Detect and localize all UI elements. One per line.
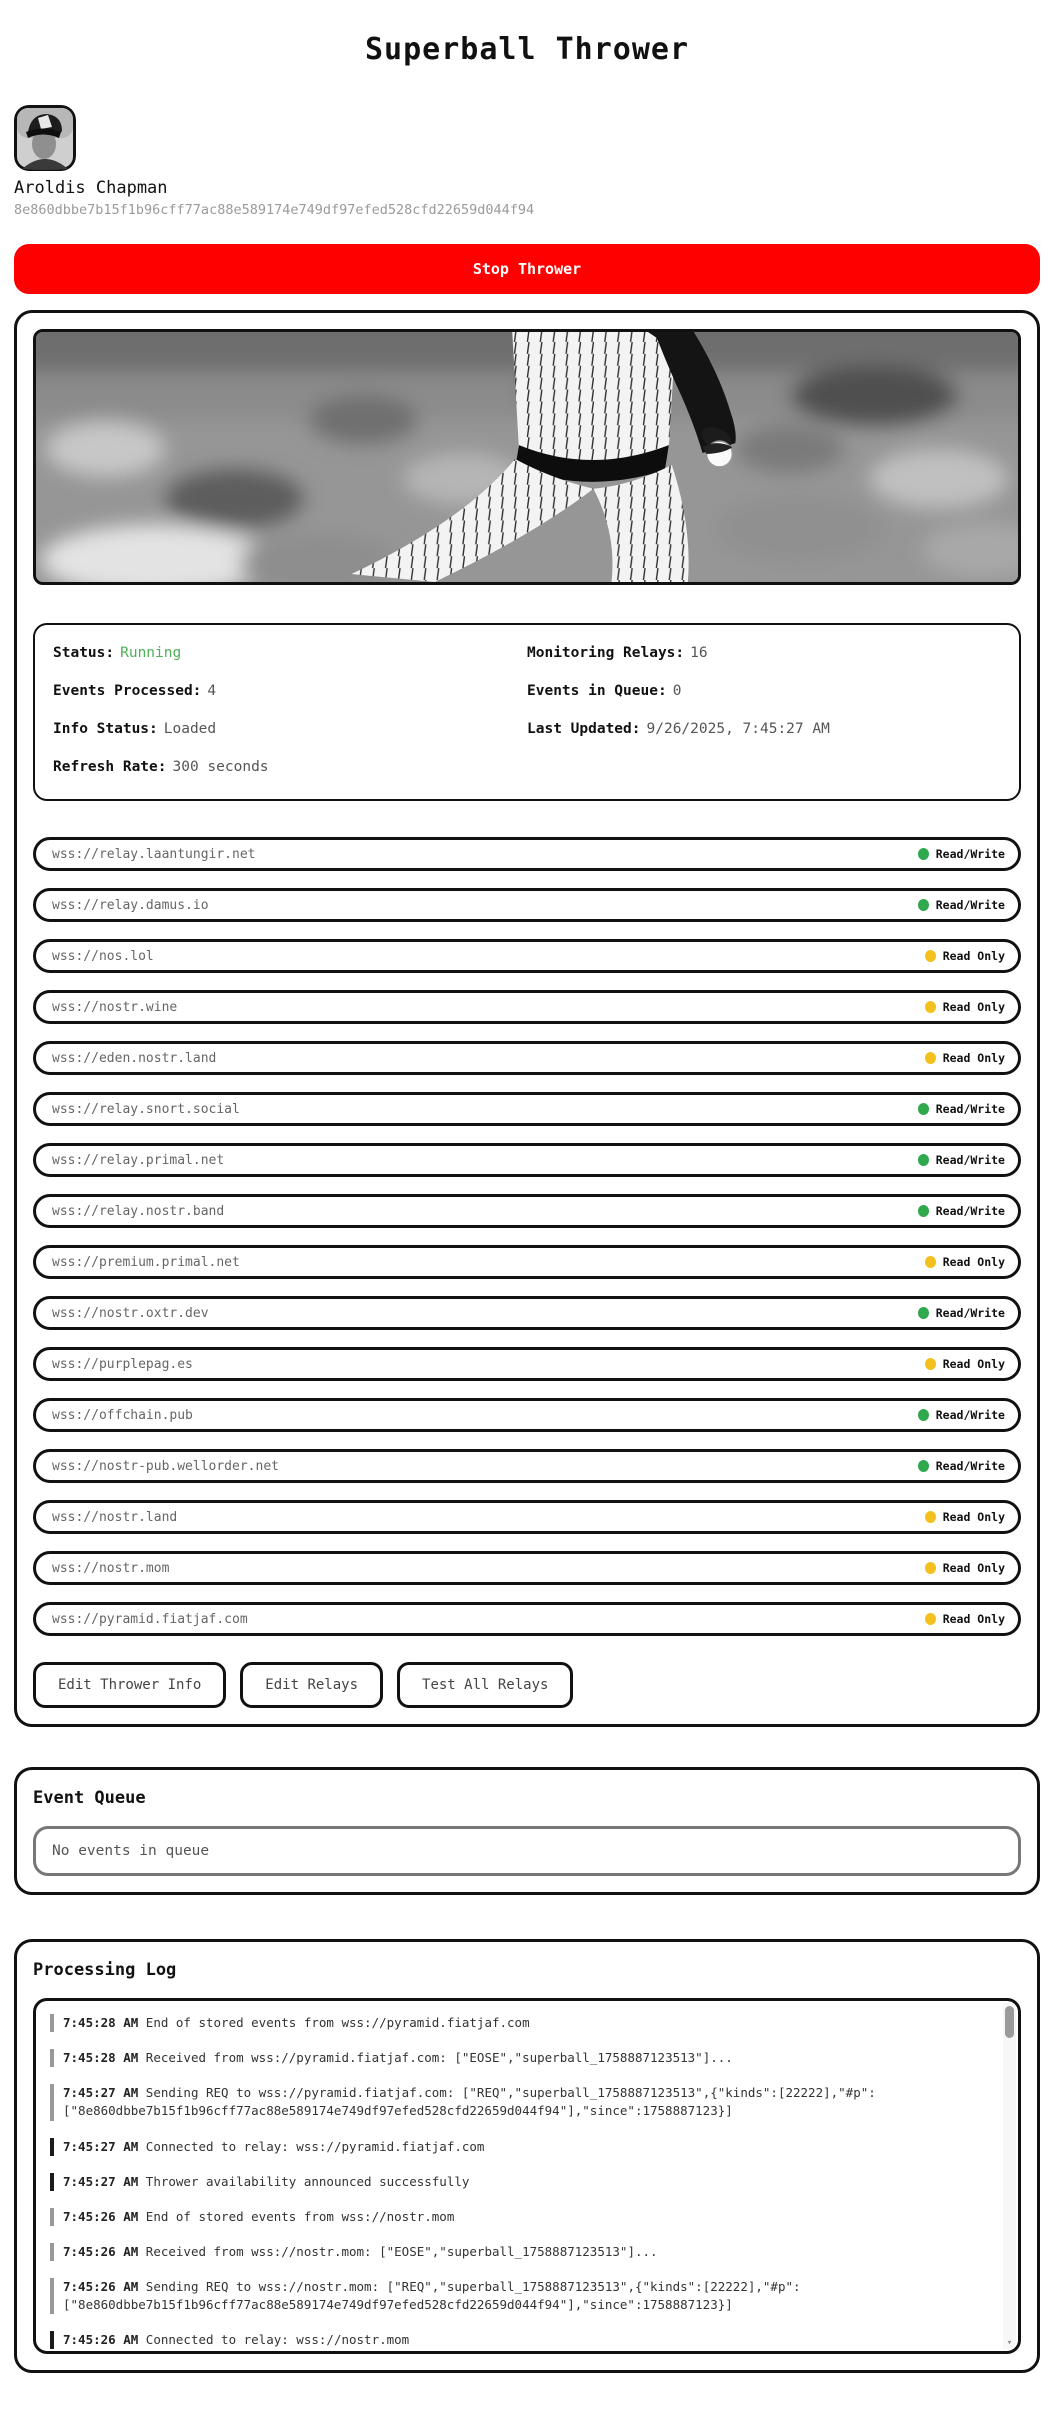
log-entry (50, 2278, 988, 2314)
relay-url: wss://relay.nostr.band (52, 1203, 225, 1219)
page-title: Superball Thrower (364, 32, 690, 67)
relay-url: wss://nostr-pub.wellorder.net (52, 1458, 279, 1474)
relay-access-badge: Read/Write (918, 1459, 1005, 1473)
relay-access-badge: Read Only (925, 1510, 1005, 1524)
status-events-in-queue: Events in Queue: 0 (527, 683, 682, 699)
relay-url: wss://eden.nostr.land (52, 1050, 217, 1066)
log-timestamp: 7:45:26 AM (63, 2332, 139, 2348)
relay-access-badge: Read/Write (918, 1204, 1005, 1218)
thrower-photo (33, 329, 1021, 585)
refresh-rate-value: 300 seconds (172, 759, 269, 775)
relay-access-badge: Read/Write (918, 1153, 1005, 1167)
status-monitoring-relays: Monitoring Relays: 16 (527, 645, 708, 661)
relay-item (33, 1194, 1021, 1228)
last-updated-value: 9/26/2025, 7:45:27 AM (646, 721, 830, 737)
relay-access-badge: Read Only (925, 1357, 1005, 1371)
scroll-down-arrow-icon[interactable]: ▾ (1006, 2338, 1013, 2348)
log-entry (50, 2014, 988, 2032)
relay-item (33, 888, 1021, 922)
relay-access-badge: Read/Write (918, 1408, 1005, 1422)
profile-pubkey: 8e860dbbe7b15f1b96cff77ac88e589174e749df97efed528cfd22659d044f94 (14, 202, 535, 218)
relay-access-badge: Read Only (925, 1561, 1005, 1575)
relay-item (33, 1143, 1021, 1177)
log-message: Thrower availability announced successfully (145, 2173, 470, 2189)
relay-actions (33, 1662, 1021, 1708)
processing-log-title: Processing Log (33, 1960, 177, 1980)
relay-list (33, 837, 1021, 1636)
relay-url: wss://nostr.land (52, 1509, 178, 1525)
log-entry (50, 2243, 988, 2261)
read-only-dot-icon (925, 1256, 936, 1268)
relay-item (33, 939, 1021, 973)
profile-block (14, 105, 1040, 218)
thrower-panel (14, 310, 1040, 1727)
processing-log-section (14, 1939, 1040, 2373)
status-events-processed: Events Processed: 4 (53, 683, 217, 699)
relay-item (33, 837, 1021, 871)
info-status-value: Loaded (163, 721, 217, 737)
log-entry (50, 2138, 988, 2156)
relay-item (33, 1041, 1021, 1075)
events-processed-value: 4 (207, 683, 217, 699)
stop-thrower-button[interactable]: Stop Thrower (14, 244, 1040, 294)
status-running: Status: Running (53, 645, 182, 661)
log-message: End of stored events from wss://pyramid.fiatjaf.com (145, 2015, 530, 2030)
log-entry (50, 2208, 988, 2226)
relay-url: wss://nostr.mom (52, 1560, 170, 1576)
event-queue-section (14, 1767, 1040, 1895)
read-only-dot-icon (925, 1613, 936, 1625)
relay-url: wss://relay.damus.io (52, 897, 209, 913)
relay-item (33, 1449, 1021, 1483)
log-message: Received from wss://pyramid.fiatjaf.com: ["EOSE","superball_1758887123513"]... (145, 2050, 733, 2066)
log-timestamp: 7:45:27 AM (63, 2173, 139, 2189)
relay-url: wss://purplepag.es (52, 1356, 193, 1372)
profile-avatar (14, 105, 76, 171)
log-timestamp: 7:45:27 AM (63, 2138, 139, 2154)
profile-name: Aroldis Chapman (14, 178, 168, 198)
read-write-dot-icon (918, 1103, 929, 1115)
log-scroll-region[interactable] (33, 1998, 1021, 2354)
relay-url: wss://pyramid.fiatjaf.com (52, 1611, 248, 1627)
relay-item (33, 1296, 1021, 1330)
log-timestamp: 7:45:26 AM (63, 2243, 139, 2259)
log-timestamp: 7:45:28 AM (63, 2015, 139, 2030)
avatar-portrait-icon (14, 105, 76, 171)
status-refresh-rate: Refresh Rate: 300 seconds (53, 759, 269, 775)
relay-access-badge: Read/Write (918, 1102, 1005, 1116)
read-write-dot-icon (918, 1205, 929, 1217)
read-write-dot-icon (918, 1409, 929, 1421)
relay-url: wss://relay.laantungir.net (52, 846, 256, 862)
status-value: Running (120, 645, 182, 661)
relay-access-badge: Read/Write (918, 847, 1005, 861)
read-only-dot-icon (925, 950, 936, 962)
log-entry (50, 2173, 988, 2191)
relay-url: wss://offchain.pub (52, 1407, 193, 1423)
read-write-dot-icon (918, 1154, 929, 1166)
relay-item (33, 1092, 1021, 1126)
relay-item (33, 1551, 1021, 1585)
relay-item (33, 1245, 1021, 1279)
status-last-updated: Last Updated: 9/26/2025, 7:45:27 AM (527, 721, 830, 737)
scrollbar-thumb[interactable] (1005, 2006, 1014, 2038)
pitcher-image-icon (36, 332, 1018, 582)
log-entry (50, 2331, 988, 2349)
relay-item (33, 1602, 1021, 1636)
log-message: Connected to relay: wss://nostr.mom (145, 2332, 410, 2348)
relay-item (33, 1500, 1021, 1534)
log-scrollbar[interactable] (1003, 2003, 1016, 2349)
event-queue-title: Event Queue (33, 1788, 146, 1808)
relay-url: wss://nostr.oxtr.dev (52, 1305, 209, 1321)
relay-access-badge: Read Only (925, 1051, 1005, 1065)
relay-item (33, 990, 1021, 1024)
log-message: Sending REQ to wss://pyramid.fiatjaf.com: ["REQ","superball_1758887123513",{"kinds":[22222],"#p":["8e860dbbe7b15f1b96cff77ac88e589174e749df97efed528cfd22659d044f94"],"since":1758887123}] (63, 2085, 876, 2119)
relay-url: wss://relay.snort.social (52, 1101, 240, 1117)
relay-access-badge: Read Only (925, 1000, 1005, 1014)
read-only-dot-icon (925, 1001, 936, 1013)
relay-access-badge: Read/Write (918, 1306, 1005, 1320)
page (0, 32, 1054, 2413)
log-message: End of stored events from wss://nostr.mom (145, 2208, 455, 2224)
relay-url: wss://nos.lol (52, 948, 154, 964)
read-write-dot-icon (918, 899, 929, 911)
relay-item (33, 1398, 1021, 1432)
read-only-dot-icon (925, 1052, 936, 1064)
relay-item (33, 1347, 1021, 1381)
read-only-dot-icon (925, 1358, 936, 1370)
event-queue-empty-message: No events in queue (33, 1826, 1021, 1876)
monitoring-relays-value: 16 (690, 645, 708, 661)
log-message: Sending REQ to wss://nostr.mom: ["REQ","superball_1758887123513",{"kinds":[22222],"#p":["8e860dbbe7b15f1b96cff77ac88e589174e749df97efed528cfd22659d044f94"],"since":1758887123}] (63, 2279, 801, 2313)
status-panel (33, 623, 1021, 801)
read-only-dot-icon (925, 1562, 936, 1574)
relay-url: wss://nostr.wine (52, 999, 178, 1015)
edit-relays-button[interactable]: Edit Relays (240, 1662, 383, 1708)
log-message: Received from wss://nostr.mom: ["EOSE","superball_1758887123513"]... (145, 2243, 658, 2259)
log-timestamp: 7:45:26 AM (63, 2208, 139, 2224)
log-timestamp: 7:45:28 AM (63, 2050, 139, 2066)
log-entry (50, 2084, 988, 2120)
read-only-dot-icon (925, 1511, 936, 1523)
relay-url: wss://relay.primal.net (52, 1152, 225, 1168)
relay-access-badge: Read Only (925, 1612, 1005, 1626)
events-in-queue-value: 0 (672, 683, 682, 699)
status-info-status: Info Status: Loaded (53, 721, 217, 737)
read-write-dot-icon (918, 1307, 929, 1319)
log-message: Connected to relay: wss://pyramid.fiatjaf.com (145, 2138, 485, 2154)
relay-access-badge: Read Only (925, 1255, 1005, 1269)
relay-access-badge: Read Only (925, 949, 1005, 963)
relay-access-badge: Read/Write (918, 898, 1005, 912)
read-write-dot-icon (918, 848, 929, 860)
log-timestamp: 7:45:26 AM (63, 2279, 139, 2294)
relay-url: wss://premium.primal.net (52, 1254, 240, 1270)
read-write-dot-icon (918, 1460, 929, 1472)
edit-thrower-info-button[interactable]: Edit Thrower Info (33, 1662, 226, 1708)
log-timestamp: 7:45:27 AM (63, 2085, 139, 2101)
test-all-relays-button[interactable]: Test All Relays (397, 1662, 573, 1708)
log-entry (50, 2049, 988, 2067)
